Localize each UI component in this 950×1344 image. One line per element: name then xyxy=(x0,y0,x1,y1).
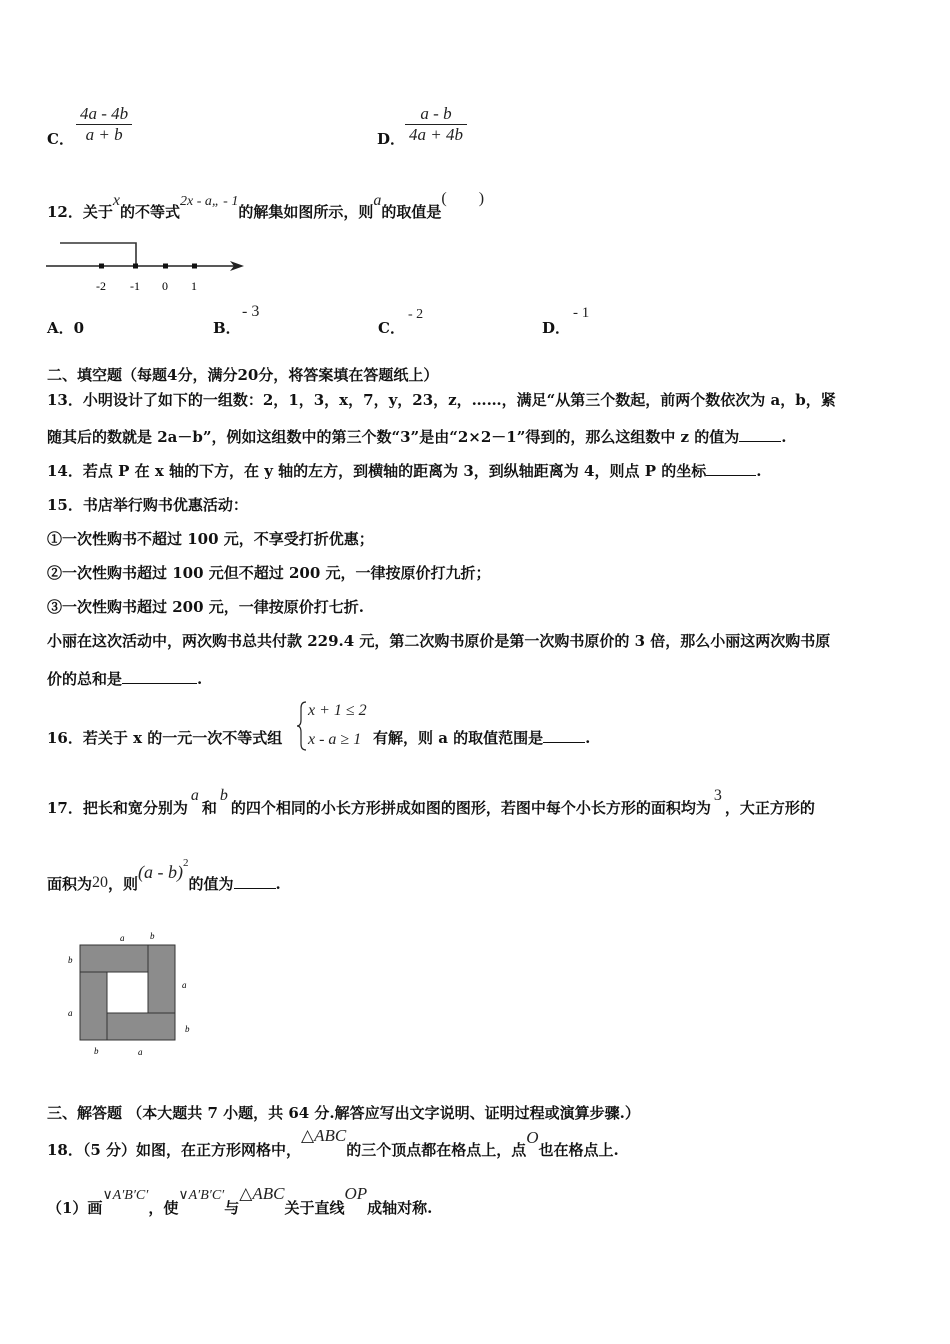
question-12 xyxy=(47,190,485,233)
q12-inequality: 2x - a„ - 1 xyxy=(180,194,239,209)
tick-label: 0 xyxy=(162,279,168,293)
q18-line1 xyxy=(47,1127,619,1163)
q17-line2 xyxy=(47,857,281,898)
q18-triangle-prime: ∨A′B′C′ xyxy=(102,1188,149,1203)
q17-p3: 的四个相同的小长方形拼成如图的图形，若图中每个小长方形的面积均为 xyxy=(230,799,711,817)
q15-line1: 15．书店举行购书优惠活动： xyxy=(47,496,248,514)
tick-mark xyxy=(133,264,138,269)
q12-answer-paren: ( ) xyxy=(441,190,485,207)
q18-s1: （1）画 xyxy=(47,1199,103,1217)
fig-label-b: b xyxy=(150,931,155,941)
q13-line1: 13．小明设计了如下的一组数：2，1，3，x，7，y，23，z，……，满足“从第三个数起，前两个数依次为 a，b，紧 xyxy=(47,391,836,409)
q16-suffix xyxy=(373,727,590,748)
q12-option-b-label: B． xyxy=(213,319,241,337)
pinwheel-square-figure xyxy=(60,928,200,1060)
q17-var-a: a xyxy=(190,787,199,804)
option-d-numerator: a - b xyxy=(405,104,467,125)
q13-line2-text: 随其后的数就是 2a－b”，例如这组数中的第三个数“3”是由“2×2－1”得到的，那么这组数中 z 的值为 xyxy=(47,428,740,446)
fig-label-b: b xyxy=(94,1046,99,1056)
q16-inequality-2: x - a ≥ 1 xyxy=(308,731,362,748)
option-c-denominator: a + b xyxy=(85,125,123,144)
q17-twenty: 20 xyxy=(92,874,109,891)
q16-suffix-text: 有解，则 a 的取值范围是 xyxy=(373,729,544,747)
inner-square xyxy=(107,972,148,1013)
q12-mid1: 的不等式 xyxy=(119,203,180,221)
tick-mark xyxy=(163,264,168,269)
q12-option-c-value: - 2 xyxy=(408,307,424,322)
q16-answer-blank[interactable] xyxy=(543,728,585,743)
number-line-figure xyxy=(44,238,249,298)
q17-var-b: b xyxy=(219,787,228,804)
q12-var-a: a xyxy=(373,192,382,209)
q15-line5: 小丽在这次活动中，两次购书总共付款 229.4 元，第二次购书原价是第一次购书原价的 3 倍，那么小丽这两次购书原 xyxy=(47,632,831,650)
option-c-fraction xyxy=(76,104,132,145)
tick-mark xyxy=(99,264,104,269)
tick-mark xyxy=(192,264,197,269)
q18-line-op: OP xyxy=(344,1184,368,1203)
q17-p2: 和 xyxy=(201,799,217,817)
q15-answer-blank[interactable] xyxy=(122,669,197,684)
option-c-label: C． xyxy=(47,130,74,148)
q12-prefix: 12．关于 xyxy=(47,203,113,221)
q17-three: 3 xyxy=(713,787,722,804)
fig-label-a: a xyxy=(68,1008,73,1018)
q15-rule1: ①一次性购书不超过 100 元，不享受打折优惠； xyxy=(47,530,374,548)
q12-option-b-value: - 3 xyxy=(242,303,260,320)
fig-label-a: a xyxy=(120,933,125,943)
q13-line2 xyxy=(47,426,787,447)
q15-line6-text: 价的总和是 xyxy=(47,670,123,688)
system-brace-icon xyxy=(296,700,308,752)
q15-line6 xyxy=(47,668,202,689)
q15-rule2: ②一次性购书超过 100 元但不超过 200 元，一律按原价打九折； xyxy=(47,564,491,582)
q17-exponent: 2 xyxy=(183,857,189,869)
q16-prefix: 16．若关于 x 的一元一次不等式组 xyxy=(47,729,283,747)
q18-p2: 的三个顶点都在格点上，点 xyxy=(346,1141,527,1159)
option-d-denominator: 4a + 4b xyxy=(409,125,463,144)
q18-p1: 18．（5 分）如图，在正方形网格中， xyxy=(47,1141,302,1159)
q12-option-d-label: D． xyxy=(542,319,571,337)
q18-triangle-prime: ∨A′B′C′ xyxy=(178,1188,225,1203)
tick-label: -2 xyxy=(96,279,106,293)
q17-end: . xyxy=(275,875,281,893)
fig-label-b: b xyxy=(68,955,73,965)
option-d-fraction xyxy=(405,104,467,145)
q15-rule3: ③一次性购书超过 200 元，一律按原价打七折. xyxy=(47,598,364,616)
q14-text: 14．若点 P 在 x 轴的下方，在 y 轴的左方，到横轴的距离为 3，到纵轴距离为 4，则点 P 的坐标 xyxy=(47,462,707,480)
q17-expression: (a - b) xyxy=(138,862,184,882)
option-d-label: D． xyxy=(377,130,406,148)
q18-s2: ，使 xyxy=(148,1199,179,1217)
q17-line1 xyxy=(47,786,815,826)
q14-end: . xyxy=(756,462,762,480)
q16-end: . xyxy=(585,729,591,747)
q12-mid3: 的取值是 xyxy=(381,203,442,221)
q12-option-c-label: C． xyxy=(378,319,405,337)
q18-s4: 关于直线 xyxy=(284,1199,345,1217)
fig-label-a: a xyxy=(138,1047,143,1057)
q12-mid2: 的解集如图所示，则 xyxy=(238,203,374,221)
option-c-numerator: 4a - 4b xyxy=(76,104,132,125)
q17-p4: ，大正方形的 xyxy=(724,799,815,817)
q18-triangle-abc: △ABC xyxy=(239,1184,285,1203)
tick-label: -1 xyxy=(130,279,140,293)
q14 xyxy=(47,460,761,481)
q12-option-a: A．0 xyxy=(47,319,85,337)
q13-end: . xyxy=(781,428,787,446)
q15-end: . xyxy=(197,670,203,688)
solution-ray xyxy=(60,243,136,266)
q18-s3: 与 xyxy=(224,1199,240,1217)
fig-label-a: a xyxy=(182,980,187,990)
section-2-title: 二、填空题（每题4分，满分20分，将答案填在答题纸上） xyxy=(47,366,439,384)
q17-p6: ，则 xyxy=(108,875,139,893)
q17-p7: 的值为 xyxy=(188,875,234,893)
fig-label-b: b xyxy=(185,1024,190,1034)
q18-s5: 成轴对称. xyxy=(367,1199,433,1217)
q18-point-o: O xyxy=(526,1128,539,1147)
q18-p3: 也在格点上. xyxy=(538,1141,619,1159)
q17-answer-blank[interactable] xyxy=(234,874,276,889)
q17-p5: 面积为 xyxy=(47,875,93,893)
tick-label: 1 xyxy=(191,279,197,293)
q16-inequality-1: x + 1 ≤ 2 xyxy=(308,702,367,719)
q17-p1: 17．把长和宽分别为 xyxy=(47,799,188,817)
q14-answer-blank[interactable] xyxy=(706,461,756,476)
q18-triangle-abc: △ABC xyxy=(301,1126,347,1145)
section-3-title: 三、解答题 （本大题共 7 小题，共 64 分.解答应写出文字说明、证明过程或演算步骤.） xyxy=(47,1104,640,1122)
q12-var-x: x xyxy=(112,192,120,209)
q18-subquestion-1 xyxy=(47,1185,432,1221)
q12-option-d-value: - 1 xyxy=(573,305,590,321)
q13-answer-blank[interactable] xyxy=(739,427,781,442)
